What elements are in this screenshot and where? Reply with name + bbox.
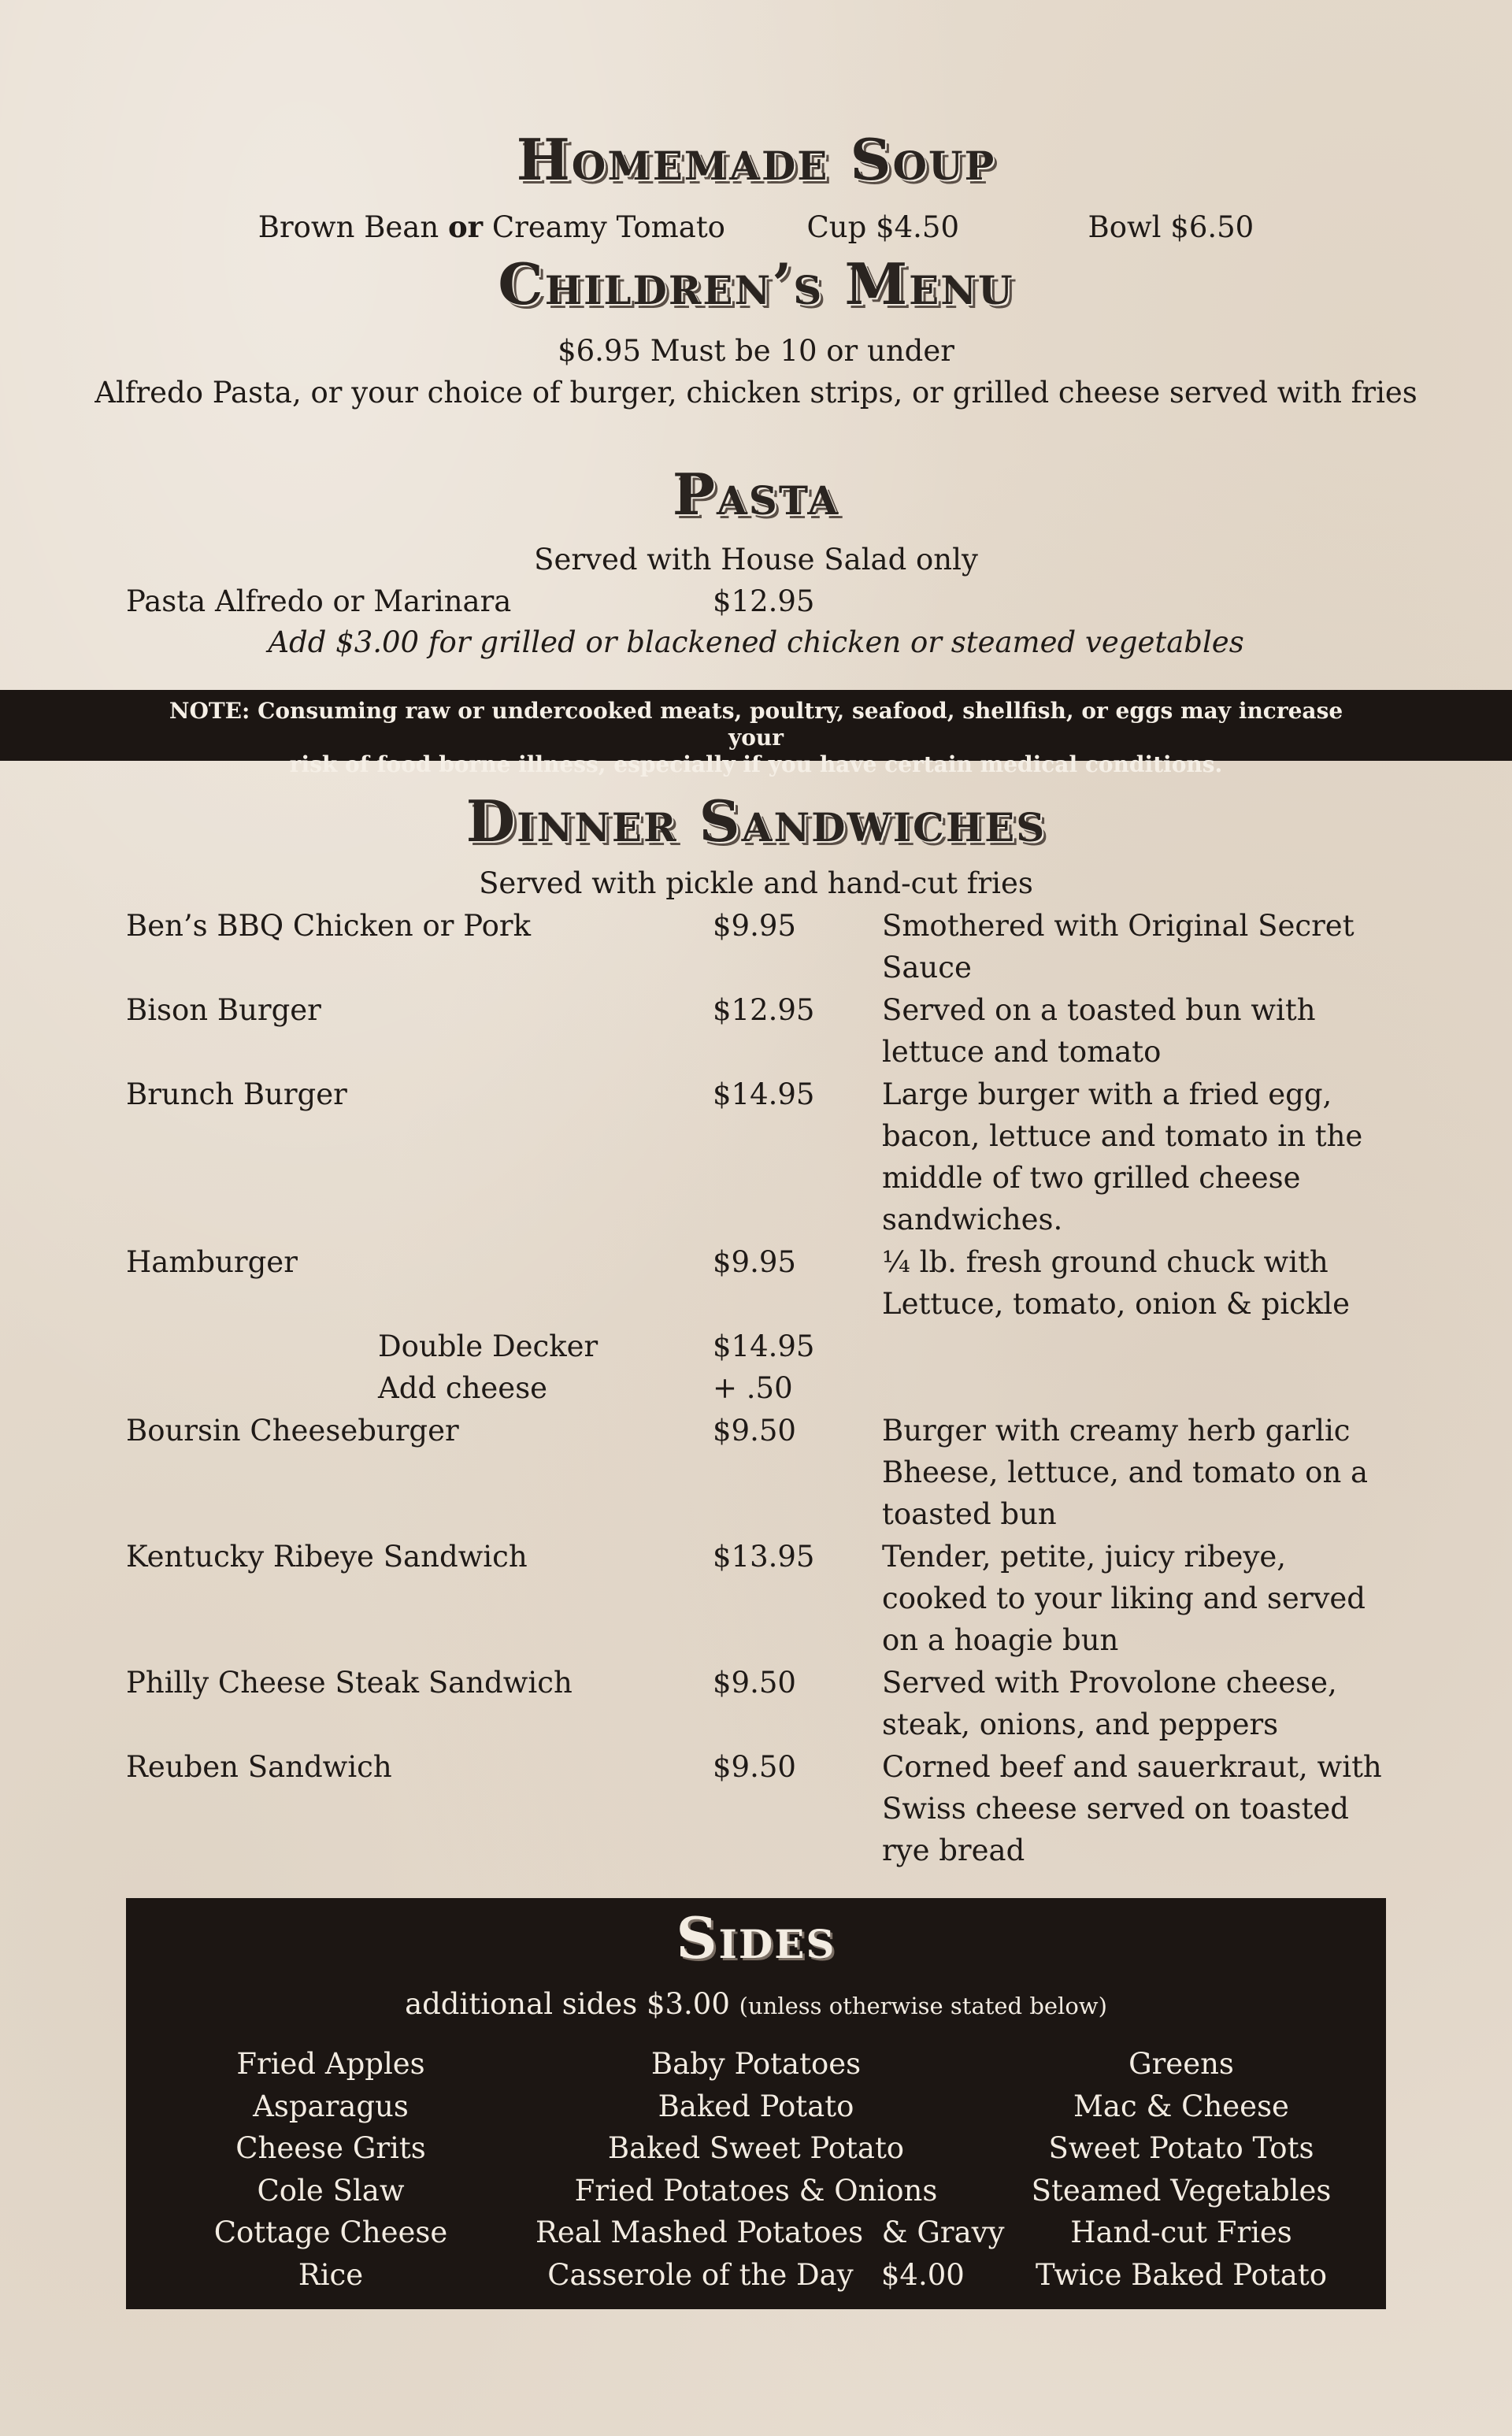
sandwich-desc: Served with Provolone cheese, steak, onions, and peppers xyxy=(882,1666,1337,1741)
side-item: Baby Potatoes xyxy=(650,2047,862,2081)
note-line-2: risk of food borne illness, especially if you have certain medical conditions. xyxy=(289,751,1223,777)
sandwich-name: Brunch Burger xyxy=(126,1077,347,1111)
side-item: Baked Potato xyxy=(658,2089,854,2123)
sides-column-1 xyxy=(110,2043,551,2296)
soup-bowl-price: Bowl $6.50 xyxy=(1088,210,1254,244)
soup-line xyxy=(0,206,1512,248)
sandwich-name: Ben’s BBQ Chicken or Pork xyxy=(126,909,532,943)
sandwich-price: $13.95 xyxy=(713,1540,815,1574)
soup-choice-a: Brown Bean xyxy=(258,210,439,244)
pasta-heading: Pasta xyxy=(672,461,840,528)
sandwiches-subtitle: Served with pickle and hand-cut fries xyxy=(479,866,1033,900)
children-price: $6.95 Must be 10 or under xyxy=(558,334,954,368)
side-item: Fried Potatoes & Onions xyxy=(574,2173,938,2208)
sandwich-price: $9.50 xyxy=(713,1414,796,1448)
side-item: Steamed Vegetables xyxy=(1031,2173,1332,2208)
soup-heading: Homemade Soup xyxy=(516,126,996,193)
sandwich-price: $9.50 xyxy=(713,1666,796,1700)
sandwich-price: $9.95 xyxy=(713,909,796,943)
sandwich-name: Kentucky Ribeye Sandwich xyxy=(126,1540,528,1574)
sides-column-3 xyxy=(961,2043,1402,2296)
pasta-subtitle: Served with House Salad only xyxy=(534,543,978,577)
sandwich-name: Boursin Cheeseburger xyxy=(126,1414,459,1448)
sandwich-option-price: + .50 xyxy=(713,1371,793,1405)
side-item: Twice Baked Potato xyxy=(1036,2257,1327,2292)
sandwich-desc: Served on a toasted bun with lettuce and tomato xyxy=(882,993,1316,1069)
sandwich-desc: Tender, petite, juicy ribeye, cooked to your liking and served on a hoagie bun xyxy=(882,1540,1366,1657)
note-line-1: NOTE: Consuming raw or undercooked meats, poultry, seafood, shellfish, or eggs may increase your xyxy=(169,698,1343,751)
sides-column-2 xyxy=(536,2043,1005,2296)
side-item: Cottage Cheese xyxy=(213,2215,448,2249)
sides-subtitle xyxy=(126,1985,1386,2026)
sides-subtitle-note: (unless otherwise stated below) xyxy=(739,1993,1107,2019)
sandwich-name: Hamburger xyxy=(126,1245,298,1279)
children-heading: Children’s Menu xyxy=(498,250,1014,317)
side-item: Baked Sweet Potato xyxy=(607,2131,905,2165)
sandwich-name: Reuben Sandwich xyxy=(126,1750,392,1784)
sandwich-price: $9.95 xyxy=(713,1245,796,1279)
side-item: Fried Apples xyxy=(236,2047,425,2081)
side-item: Asparagus xyxy=(253,2089,409,2123)
sides-heading: Sides xyxy=(676,1904,836,1971)
side-item: Rice xyxy=(298,2257,364,2292)
children-description: Alfredo Pasta, or your choice of burger, chicken strips, or grilled cheese served with fries xyxy=(94,376,1418,410)
side-item: Sweet Potato Tots xyxy=(1048,2131,1314,2165)
pasta-item-name: Pasta Alfredo or Marinara xyxy=(126,584,512,618)
sides-subtitle-main: additional sides $3.00 xyxy=(405,1987,730,2021)
sandwich-price: $9.50 xyxy=(713,1750,796,1784)
soup-choice-b: Creamy Tomato xyxy=(491,210,725,244)
side-item: Real Mashed Potatoes & Gravy xyxy=(536,2215,1005,2249)
sandwich-option-name: Double Decker xyxy=(378,1329,598,1363)
sandwich-option-name: Add cheese xyxy=(378,1371,548,1405)
sandwich-price: $14.95 xyxy=(713,1077,815,1111)
pasta-item-price: $12.95 xyxy=(713,584,815,618)
side-item: Cole Slaw xyxy=(257,2173,405,2208)
sandwich-option-price: $14.95 xyxy=(713,1329,815,1363)
sandwich-price: $12.95 xyxy=(713,993,815,1027)
sides-panel xyxy=(126,1898,1386,2309)
soup-cup-price: Cup $4.50 xyxy=(806,210,960,244)
sandwich-desc: ¼ lb. fresh ground chuck with Lettuce, tomato, onion & pickle xyxy=(882,1245,1351,1321)
sandwich-desc: Corned beef and sauerkraut, with Swiss cheese served on toasted rye bread xyxy=(882,1750,1382,1867)
sandwich-desc: Burger with creamy herb garlic Bheese, lettuce, and tomato on a toasted bun xyxy=(882,1414,1369,1531)
side-item: Greens xyxy=(1128,2047,1234,2081)
sandwich-name: Philly Cheese Steak Sandwich xyxy=(126,1666,573,1700)
sandwich-desc: Large burger with a fried egg, bacon, lettuce and tomato in the middle of two grilled cheese sandwiches. xyxy=(882,1077,1363,1237)
soup-or: or xyxy=(447,209,484,244)
side-item: Mac & Cheese xyxy=(1073,2089,1289,2123)
side-item: Cheese Grits xyxy=(235,2131,426,2165)
food-safety-note xyxy=(0,690,1512,777)
sandwiches-heading: Dinner Sandwiches xyxy=(465,788,1047,855)
side-item: Casserole of the Day $4.00 xyxy=(547,2257,965,2292)
sandwich-desc: Smothered with Original Secret Sauce xyxy=(882,909,1354,984)
sandwich-name: Bison Burger xyxy=(126,993,321,1027)
pasta-addon: Add $3.00 for grilled or blackened chicken or steamed vegetables xyxy=(268,625,1244,659)
side-item: Hand-cut Fries xyxy=(1070,2215,1292,2249)
